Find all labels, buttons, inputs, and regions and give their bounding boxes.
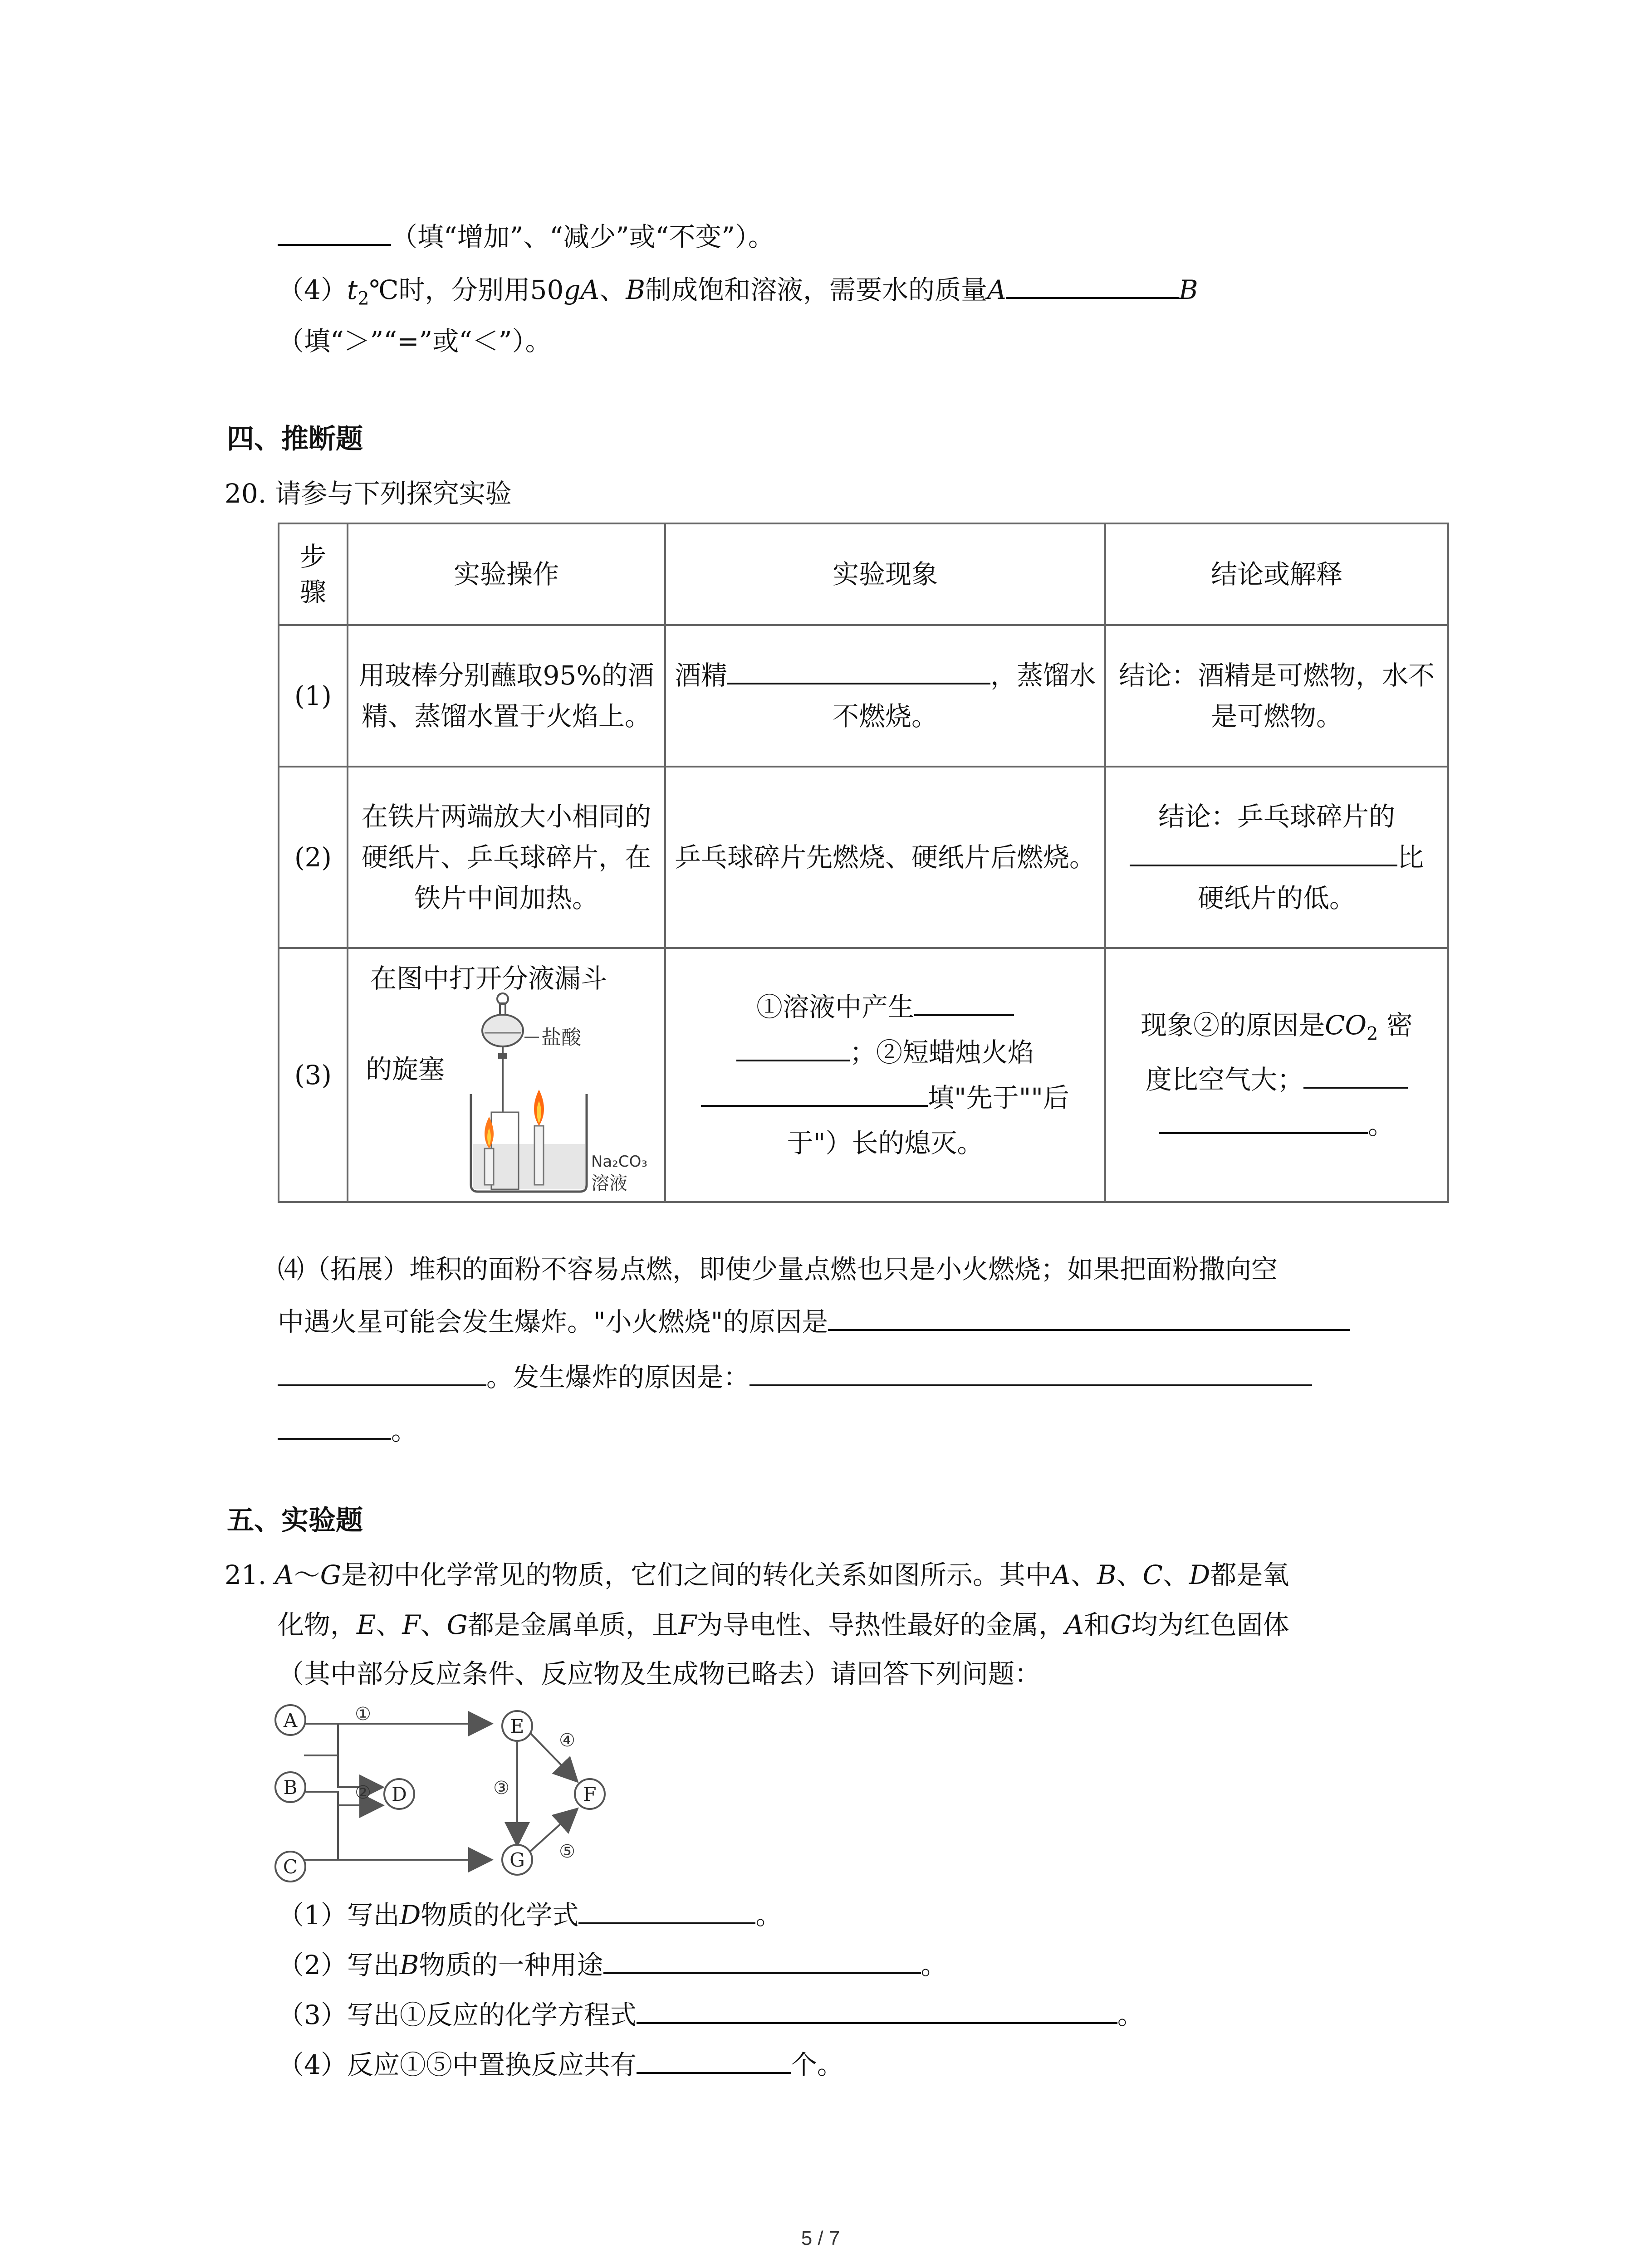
answer-blank[interactable] — [736, 1033, 850, 1061]
answer-blank[interactable] — [828, 1303, 1350, 1331]
table-row — [279, 948, 1448, 1202]
reaction-label-3: ③ — [493, 1778, 509, 1799]
q19-line-2: $(4)t_2℃$时，分别用50gA、B制成饱和溶液，需要水的质量A B — [278, 271, 1198, 317]
node-G: G — [509, 1849, 525, 1871]
operation-cell: 用玻棒分别蘸取95%的酒精、蒸馏水置于火焰上。 — [348, 625, 665, 767]
table-row — [279, 625, 1448, 767]
answer-blank[interactable] — [701, 1079, 928, 1107]
step-cell: (2) — [279, 767, 348, 948]
node-D: D — [392, 1783, 407, 1805]
experiment-table — [278, 523, 1449, 1203]
answer-blank[interactable] — [727, 656, 990, 684]
operation-cell: 在图中打开分液漏斗 的旋塞 盐酸 Na₂CO₃ 溶液 — [348, 948, 665, 1202]
section-heading: 四、推断题 — [227, 423, 363, 455]
answer-blank[interactable] — [278, 1358, 486, 1386]
q21-line-1: 21. A～G是初中化学常见的物质，它们之间的转化关系如图所示。其中A、B、C、D都是氧 — [225, 1559, 1289, 1590]
phenomenon-cell: 酒精 ，蒸馏水不燃烧。 — [665, 625, 1105, 767]
answer-blank[interactable] — [637, 1996, 1117, 2024]
answer-blank[interactable] — [278, 218, 391, 246]
q21-line-3: （其中部分反应条件、反应物及生成物已略去）请回答下列问题： — [278, 1658, 1041, 1689]
header-cell: 实验操作 — [348, 523, 665, 625]
reaction-label-4: ④ — [559, 1730, 575, 1751]
conclusion-cell: 现象②的原因是$CO_2$ 密 度比空气大； 。 — [1105, 948, 1448, 1202]
node-B: B — [283, 1776, 298, 1799]
header-cell: 实验现象 — [665, 523, 1105, 625]
q20-4-line-3: 。发生爆炸的原因是： — [278, 1358, 1312, 1395]
q20-4-line-2: 中遇火星可能会发生爆炸。"小火燃烧"的原因是 — [278, 1303, 1350, 1340]
node-C: C — [283, 1856, 298, 1878]
step-cell: (1) — [279, 625, 348, 767]
conclusion-cell: 结论：乒乓球碎片的 比 硬纸片的低。 — [1105, 767, 1448, 948]
answer-blank[interactable] — [278, 1412, 391, 1440]
node-A: A — [283, 1709, 298, 1731]
reaction-label-1: ① — [355, 1704, 371, 1725]
phenomenon-cell: 乒乓球碎片先燃烧、硬纸片后燃烧。 — [665, 767, 1105, 948]
step-cell: (3) — [279, 948, 348, 1202]
operation-cell: 在铁片两端放大小相同的硬纸片、乒乓球碎片，在铁片中间加热。 — [348, 767, 665, 948]
q21-sub-2: （2）写出B物质的一种用途 。 — [278, 1946, 947, 1983]
table-header-row — [279, 523, 1448, 625]
answer-blank[interactable] — [1130, 838, 1397, 866]
reaction-diagram — [272, 1696, 617, 1896]
figure-label-acid: 盐酸 — [541, 1026, 581, 1049]
header-cell: 结论或解释 — [1105, 523, 1448, 625]
q20-4-line-4: 。 — [278, 1412, 417, 1449]
answer-blank[interactable] — [578, 1896, 755, 1924]
table-row — [279, 767, 1448, 948]
conclusion-cell: 结论：酒精是可燃物，水不是可燃物。 — [1105, 625, 1448, 767]
answer-blank[interactable] — [1159, 1106, 1368, 1134]
answer-blank[interactable] — [914, 988, 1014, 1016]
apparatus-figure — [466, 990, 657, 1198]
figure-label-solution: 溶液 — [591, 1173, 627, 1194]
node-E: E — [510, 1715, 524, 1737]
q19-line-3: （填“＞”“=”或“＜”）。 — [278, 326, 552, 357]
answer-blank[interactable] — [1303, 1061, 1408, 1089]
answer-blank[interactable] — [603, 1946, 921, 1974]
q21-sub-4: （4）反应①⑤中置换反应共有 个。 — [278, 2046, 843, 2083]
q20-4-line-1: ⑷（拓展）堆积的面粉不容易点燃，即使少量点燃也只是小火燃烧；如果把面粉撒向空 — [278, 1254, 1278, 1285]
header-cell: 步骤 — [279, 523, 348, 625]
answer-blank[interactable] — [637, 2046, 791, 2074]
reaction-label-2: ② — [355, 1782, 371, 1803]
q19-line-1: （填“增加”、“减少”或“不变”）。 — [278, 218, 774, 255]
reaction-label-5: ⑤ — [559, 1841, 575, 1862]
answer-blank[interactable] — [1006, 271, 1179, 299]
question-title: 20. 请参与下列探究实验 — [225, 478, 512, 509]
page-number: 5 / 7 — [801, 2227, 840, 2249]
answer-blank[interactable] — [749, 1358, 1312, 1386]
q21-line-2: 化物，E、F、G都是金属单质，且F为导电性、导热性最好的金属，A和G均为红色固体 — [278, 1609, 1289, 1640]
q21-sub-3: （3）写出①反应的化学方程式 。 — [278, 1996, 1144, 2033]
figure-label-salt: Na₂CO₃ — [591, 1153, 648, 1171]
phenomenon-cell: ①溶液中产生 ；②短蜡烛火焰 填"先于""后 于"）长的熄灭。 — [665, 948, 1105, 1202]
q21-sub-1: （1）写出D物质的化学式 。 — [278, 1896, 782, 1933]
section-heading: 五、实验题 — [227, 1505, 363, 1536]
node-F: F — [583, 1783, 597, 1805]
